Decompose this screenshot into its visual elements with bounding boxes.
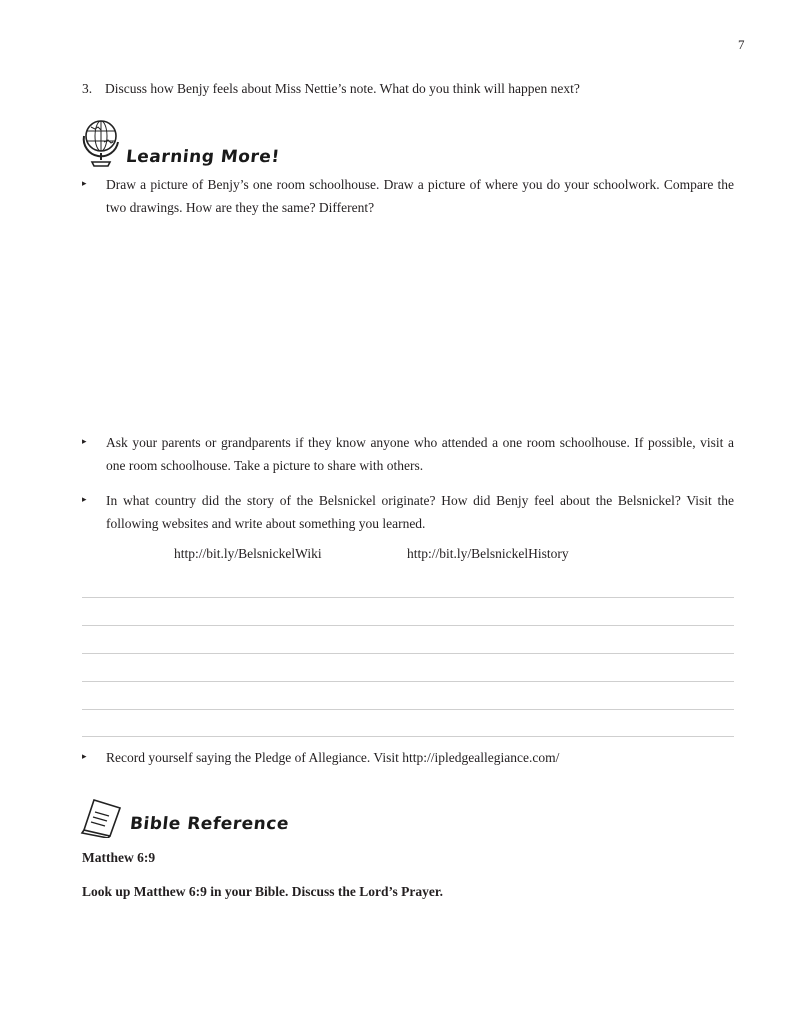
globe-icon [80, 114, 122, 177]
question-number: 3. [82, 81, 93, 96]
bullet-arrow-icon: ▸ [82, 495, 87, 505]
bullet-arrow-icon: ▸ [82, 179, 87, 189]
writing-line [82, 709, 734, 710]
bullet-arrow-icon: ▸ [82, 752, 87, 762]
bible-instruction: Look up Matthew 6:9 in your Bible. Discuss the Lord’s Prayer. [82, 884, 444, 899]
bible-reference-heading [78, 796, 289, 843]
list-item [82, 431, 734, 477]
writing-line [82, 597, 734, 598]
list-item [82, 746, 734, 769]
bullet-arrow-icon: ▸ [82, 437, 87, 447]
list-item-text: Ask your parents or grandparents if they know anyone who attended a one room schoolhouse. If possible, visit a one room schoolhouse. Take a picture to share with others. [106, 435, 734, 473]
bible-reference-title: Bible Reference [128, 813, 290, 834]
writing-line [82, 625, 734, 626]
question-3 [82, 80, 737, 98]
belsnickel-wiki-link[interactable]: http://bit.ly/BelsnickelWiki [174, 546, 322, 561]
writing-line [82, 736, 734, 737]
writing-line [82, 653, 734, 654]
page-number: 7 [738, 37, 745, 52]
belsnickel-history-link[interactable]: http://bit.ly/BelsnickelHistory [407, 546, 569, 561]
list-item-text: Record yourself saying the Pledge of Allegiance. Visit http://ipledgeallegiance.com/ [106, 750, 560, 765]
list-item-text: In what country did the story of the Belsnickel originate? How did Benjy feel about the Belsnickel? Visit the following websites and write about something you learned. [106, 493, 734, 531]
question-text: Discuss how Benjy feels about Miss Nettie’s note. What do you think will happen next? [105, 81, 580, 96]
scripture-reference: Matthew 6:9 [82, 850, 156, 865]
learning-more-title: Learning More! [124, 146, 281, 167]
list-item [82, 489, 734, 535]
writing-line [82, 681, 734, 682]
book-icon [78, 796, 124, 843]
learning-more-heading [80, 114, 280, 177]
list-item-text: Draw a picture of Benjy’s one room schoolhouse. Draw a picture of where you do your schoolwork. Compare the two drawings. How are they the same? Different? [106, 177, 734, 215]
list-item [82, 173, 734, 219]
